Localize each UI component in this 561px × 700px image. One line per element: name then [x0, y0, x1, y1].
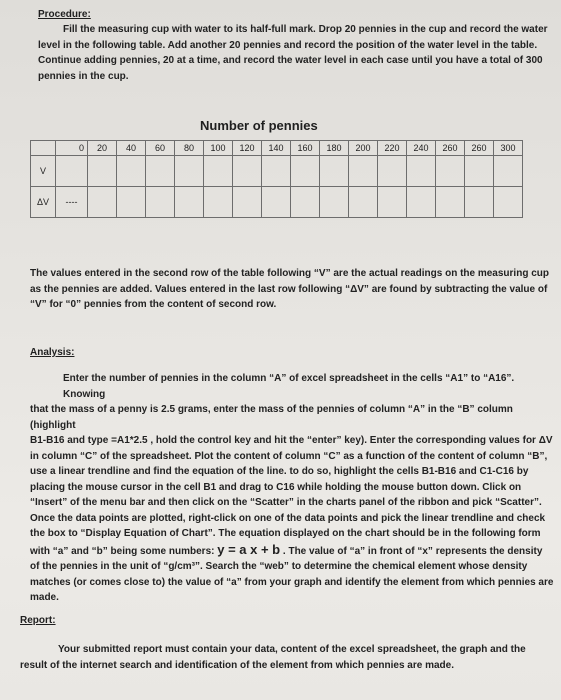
table-header-cell: 260 [465, 141, 494, 156]
linear-equation: y = a x + b [217, 541, 281, 557]
analysis-line: that the mass of a penny is 2.5 grams, enter the mass of the pennies of column “A” in the “B” column (highlight [30, 404, 513, 431]
analysis-line: Once the data points are plotted, right-click on one of the data points and pick the linear trendline and check [30, 512, 546, 524]
table-cell [88, 187, 117, 218]
table-cell [494, 156, 523, 187]
report-line: result of the internet search and identification of the element from which pennies are made. [20, 659, 454, 671]
table-cell [146, 187, 175, 218]
table-cell [262, 187, 291, 218]
table-header-cell: 0 [56, 141, 88, 156]
table-note-line: “V” for “0” pennies from the content of second row. [30, 299, 277, 310]
table-cell [320, 187, 349, 218]
analysis-line: in column “C” of the spreadsheet. Plot the content of column “C” as a function of the content of column “B”, [30, 450, 548, 462]
analysis-line: matches (or comes close to) the value of “a” from your graph and identify the element from which pennies are [30, 576, 554, 588]
analysis-line: use a linear trendline and find the equation of the line. to do so, highlight the cells B1-B16 and C1-C16 by [30, 466, 529, 477]
table-row-delta-v [31, 187, 523, 218]
table-header-cell: 120 [233, 141, 262, 156]
table-note-line: The values entered in the second row of the table following “V” are the actual readings on the measuring cup [30, 268, 549, 279]
table-cell [175, 156, 204, 187]
table-cell [117, 187, 146, 218]
report-heading: Report: [20, 615, 56, 626]
equation-trail-text: . The value of “a” in front of “x” represents the density [280, 545, 543, 557]
table-note [30, 266, 558, 313]
table-cell [175, 187, 204, 218]
table-row-v [31, 156, 523, 187]
table-cell [56, 156, 88, 187]
table-cell [233, 187, 262, 218]
procedure-heading: Procedure: [38, 9, 91, 20]
table-cell [291, 187, 320, 218]
table-cell [436, 156, 465, 187]
table-cell [291, 156, 320, 187]
table-header-cell: 140 [262, 141, 291, 156]
table-header-cell: 200 [349, 141, 378, 156]
table-cell [117, 156, 146, 187]
analysis-line: of the pennies in the unit of “g/cm³”. Search the “web” to determine the chemical element whose density [30, 561, 528, 572]
analysis-line: Enter the number of pennies in the column “A” of excel spreadsheet in the cells “A1” to “A16”. Knowing [63, 373, 515, 400]
table-cell [320, 156, 349, 187]
table-cell [378, 156, 407, 187]
report-line: Your submitted report must contain your data, content of the excel spreadsheet, the graph and the [58, 644, 526, 655]
analysis-heading: Analysis: [30, 347, 75, 358]
table-header-row [31, 141, 523, 156]
analysis-line: B1-B16 and type =A1*2.5 , hold the control key and hit the “enter” key). Enter the corresponding values for ΔV [30, 435, 553, 446]
analysis-line: made. [30, 592, 59, 603]
table-cell [465, 156, 494, 187]
table-cell [378, 187, 407, 218]
table-cell [262, 156, 291, 187]
table-cell [204, 156, 233, 187]
row-label-delta-v: ΔV [31, 187, 56, 218]
table-header-cell: 40 [117, 141, 146, 156]
table-cell [349, 156, 378, 187]
table-header-cell: 220 [378, 141, 407, 156]
analysis-text [30, 371, 558, 606]
procedure-line: pennies in the cup. [38, 70, 129, 82]
procedure-text [38, 22, 558, 84]
table-cell [407, 156, 436, 187]
analysis-line: the box to “Display Equation of Chart”. The equation displayed on the chart should be in the following form [30, 528, 541, 539]
table-header-cell [31, 141, 56, 156]
table-cell [204, 187, 233, 218]
equation-lead-text: with “a” and “b” being some numbers: [30, 545, 218, 557]
table-cell [494, 187, 523, 218]
table-cell [146, 156, 175, 187]
analysis-line: placing the mouse cursor in the cell B1 and drag to C16 while holding the mouse button down. Click on [30, 481, 522, 493]
table-cell: ---- [56, 187, 88, 218]
table-header-cell: 100 [204, 141, 233, 156]
table-cell [233, 156, 262, 187]
table-caption: Number of pennies [200, 118, 318, 133]
pennies-table [30, 140, 523, 218]
table-header-cell: 80 [175, 141, 204, 156]
table-cell [465, 187, 494, 218]
table-header-cell: 20 [88, 141, 117, 156]
table-cell [349, 187, 378, 218]
table-header-cell: 240 [407, 141, 436, 156]
procedure-line: level in the following table. Add another 20 pennies and record the position of the water level in the table. [38, 39, 538, 51]
table-header-cell: 60 [146, 141, 175, 156]
procedure-line: Continue adding pennies, 20 at a time, and record the water level in each case until you have a total of 300 [38, 55, 543, 66]
table-cell [407, 187, 436, 218]
analysis-line-equation [30, 542, 558, 560]
procedure-line: Fill the measuring cup with water to its half-full mark. Drop 20 pennies in the cup and record the water [63, 24, 548, 35]
table-header-cell: 180 [320, 141, 349, 156]
table-cell [436, 187, 465, 218]
report-text [20, 642, 558, 673]
table-header-cell: 160 [291, 141, 320, 156]
table-cell [88, 156, 117, 187]
analysis-line: “Insert” of the menu bar and then click on the “Scatter” in the charts panel of the ribbon and pick “Scatter”. [30, 497, 542, 508]
table-header-cell: 300 [494, 141, 523, 156]
table-header-cell: 260 [436, 141, 465, 156]
table-note-line: as the pennies are added. Values entered in the last row following “ΔV” are found by subtracting the value of [30, 283, 548, 295]
row-label-v: V [31, 156, 56, 187]
